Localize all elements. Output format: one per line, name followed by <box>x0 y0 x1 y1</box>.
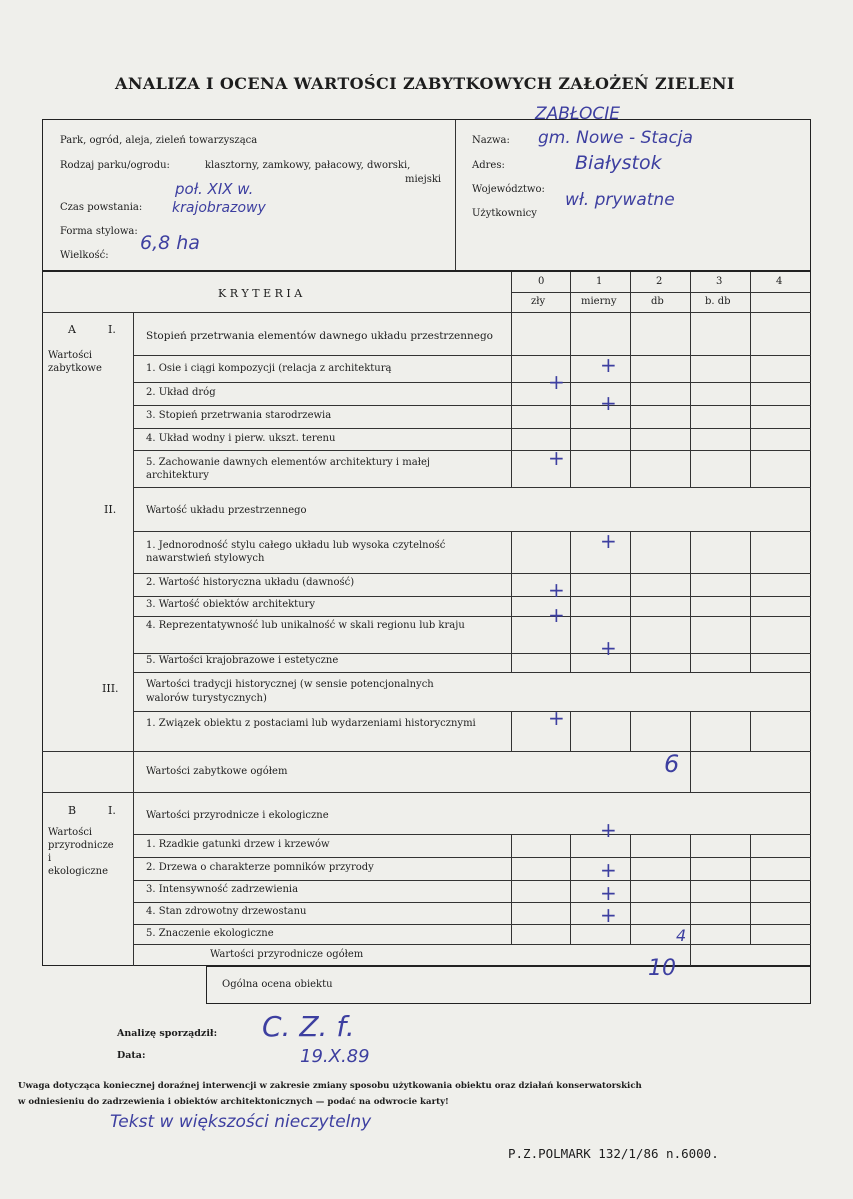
item-b1-5: 5. Znaczenie ekologiczne <box>146 928 274 939</box>
score-mark: + <box>600 858 617 882</box>
score-mark: + <box>548 446 565 470</box>
handwritten-users: wł. prywatne <box>565 190 675 210</box>
handwritten-style: krajobrazowy <box>172 200 266 216</box>
name-label: Nazwa: <box>472 135 510 146</box>
score-4: 4 <box>776 276 783 287</box>
item-a1-3: 3. Stopień przetrwania starodrzewia <box>146 410 332 421</box>
row-line <box>133 924 811 925</box>
type-options-2: miejski <box>405 174 442 185</box>
size-label: Wielkość: <box>60 250 109 261</box>
score-header-divider <box>511 292 810 293</box>
item-b1-1: 1. Rzadkie gatunki drzew i krzewów <box>146 839 330 850</box>
header-divider <box>455 120 456 270</box>
score-col-line <box>630 272 631 488</box>
score-mark: + <box>600 903 617 927</box>
prepared-label: Analizę sporządził: <box>117 1028 218 1039</box>
address-label: Adres: <box>472 160 505 171</box>
section-a-roman-2: II. <box>104 503 117 516</box>
type-label: Rodzaj parku/ogrodu: <box>60 160 170 171</box>
print-code: P.Z.POLMARK 132/1/86 n.6000. <box>508 1146 719 1161</box>
item-b1-3: 3. Intensywność zadrzewienia <box>146 884 299 895</box>
note-line-1: Uwaga dotycząca koniecznej doraźnej interwencji w zakresie zmiany sposobu użytkowania obiektu oraz działań konserwatorskich <box>18 1081 642 1091</box>
score-col-line <box>690 272 691 488</box>
item-a2-4: 4. Reprezentatywność lub unikalność w skali regionu lub kraju <box>146 620 465 631</box>
score-col-line <box>570 531 571 672</box>
group-a2-title: Wartość układu przestrzennego <box>146 505 307 516</box>
section-a-roman-3: III. <box>102 682 119 695</box>
section-b-label: B <box>68 804 77 817</box>
score-label-3: b. db <box>705 296 731 307</box>
item-a2-1: 1. Jednorodność stylu całego układu lub wysoka czytelność nawarstwień stylowych <box>146 540 446 564</box>
row-line <box>133 944 811 945</box>
item-a2-3: 3. Wartość obiektów architektury <box>146 599 316 610</box>
row-line <box>133 880 811 881</box>
style-label: Forma stylowa: <box>60 226 138 237</box>
users-label: Użytkownicy <box>472 208 537 219</box>
score-col-line <box>570 834 571 944</box>
score-col-line <box>750 272 751 488</box>
score-2: 2 <box>656 276 663 287</box>
section-a-title: Wartości zabytkowe <box>48 350 102 374</box>
handwritten-address: Białystok <box>575 152 662 174</box>
score-col-line <box>690 834 691 944</box>
item-a1-5: 5. Zachowanie dawnych elementów architektury i małej architektury <box>146 457 430 481</box>
score-col-line <box>630 531 631 672</box>
section-a-total-top <box>42 751 133 752</box>
date-value: 19.X.89 <box>300 1046 370 1067</box>
section-b-roman: I. <box>108 804 116 817</box>
score-3: 3 <box>716 276 723 287</box>
score-col-line <box>570 272 571 488</box>
score-mark: + <box>548 578 565 602</box>
score-mark: + <box>600 818 617 842</box>
note-line-2: w odniesieniu do zadrzewienia i obiektów architektonicznych — podać na odwrocie karty! <box>18 1097 449 1107</box>
score-1: 1 <box>596 276 603 287</box>
row-line <box>133 450 811 451</box>
row-line <box>133 902 811 903</box>
total-a-value: 6 <box>664 750 680 778</box>
row-line <box>133 751 811 752</box>
score-mark: + <box>600 353 617 377</box>
score-col-line <box>630 834 631 944</box>
score-col-line <box>690 711 691 751</box>
voivodeship-label: Województwo: <box>472 184 545 195</box>
score-mark: + <box>600 391 617 415</box>
item-a2-5: 5. Wartości krajobrazowe i estetyczne <box>146 655 339 666</box>
section-a-total-label: Wartości zabytkowe ogółem <box>146 766 288 777</box>
row-line <box>133 405 811 406</box>
park-label: Park, ogród, aleja, zieleń towarzysząca <box>60 135 258 146</box>
total-col-line <box>690 944 691 966</box>
row-line <box>133 857 811 858</box>
score-col-line <box>511 711 512 751</box>
score-mark: + <box>548 603 565 627</box>
section-b-title: Wartości przyrodnicze i ekologiczne <box>48 827 114 877</box>
item-a1-2: 2. Układ dróg <box>146 387 216 398</box>
row-line <box>133 382 811 383</box>
signature: C. Z. f. <box>262 1010 355 1043</box>
total-col-line <box>690 751 691 792</box>
row-line <box>133 596 811 597</box>
section-a-label: A <box>68 323 76 336</box>
total-value: 10 <box>648 956 676 981</box>
group-a1-title: Stopień przetrwania elementów dawnego układu przestrzennego <box>146 330 493 342</box>
row-line <box>133 531 811 532</box>
row-line <box>133 573 811 574</box>
row-line <box>133 616 811 617</box>
score-col-line <box>750 531 751 672</box>
total-b-value: 4 <box>676 926 687 945</box>
section-a-roman-1: I. <box>108 323 116 336</box>
section-b-top <box>42 792 811 793</box>
handwritten-size: 6,8 ha <box>140 232 200 254</box>
item-a2-2: 2. Wartość historyczna układu (dawność) <box>146 577 355 588</box>
score-label-0: zły <box>531 296 546 307</box>
type-options: klasztorny, zamkowy, pałacowy, dworski, <box>205 160 411 171</box>
row-line <box>133 428 811 429</box>
item-a1-4: 4. Układ wodny i pierw. ukszt. terenu <box>146 433 336 444</box>
score-mark: + <box>548 706 565 730</box>
score-col-line <box>511 834 512 944</box>
score-label-1: mierny <box>581 296 617 307</box>
score-col-line <box>570 711 571 751</box>
score-col-line <box>750 834 751 944</box>
score-mark: + <box>600 881 617 905</box>
handwritten-top: ZABŁOCIE <box>535 104 620 124</box>
score-label-2: db <box>651 296 664 307</box>
row-line <box>133 487 811 488</box>
date-label: Data: <box>117 1050 146 1061</box>
row-line <box>133 653 811 654</box>
score-mark: + <box>600 529 617 553</box>
item-a1-1: 1. Osie i ciągi kompozycji (relacja z architekturą <box>146 363 392 374</box>
group-b1-title: Wartości przyrodnicze i ekologiczne <box>146 810 329 821</box>
handwritten-era: poł. XIX w. <box>175 180 254 198</box>
score-col-line <box>750 711 751 751</box>
item-b1-4: 4. Stan zdrowotny drzewostanu <box>146 906 307 917</box>
score-col-line <box>511 531 512 672</box>
score-mark: + <box>548 370 565 394</box>
row-line <box>133 355 811 356</box>
item-b1-2: 2. Drzewa o charakterze pomników przyrody <box>146 862 374 873</box>
row-line <box>133 834 811 835</box>
criteria-header-bottom <box>42 312 811 313</box>
row-line <box>133 672 811 673</box>
row-line <box>133 711 811 712</box>
group-a3-title: Wartości tradycji historycznej (w sensie potencjonalnych walorów turystycznych) <box>146 679 434 704</box>
section-column-divider <box>133 313 134 966</box>
handwritten-name: gm. Nowe - Stacja <box>538 128 693 148</box>
overall-label: Ogólna ocena obiektu <box>222 979 333 990</box>
item-a3-1: 1. Związek obiektu z postaciami lub wydarzeniami historycznymi <box>146 718 476 729</box>
score-0: 0 <box>538 276 545 287</box>
form-title: ANALIZA I OCENA WARTOŚCI ZABYTKOWYCH ZAŁOŻEŃ ZIELENI <box>115 74 735 93</box>
score-col-line <box>690 531 691 672</box>
score-col-line <box>511 272 512 488</box>
score-col-line <box>630 711 631 751</box>
criteria-heading: K R Y T E R I A <box>218 287 303 300</box>
score-mark: + <box>600 636 617 660</box>
era-label: Czas powstania: <box>60 202 143 213</box>
handwritten-note: Tekst w większości nieczytelny <box>110 1112 372 1132</box>
section-b-total-label: Wartości przyrodnicze ogółem <box>210 949 364 960</box>
